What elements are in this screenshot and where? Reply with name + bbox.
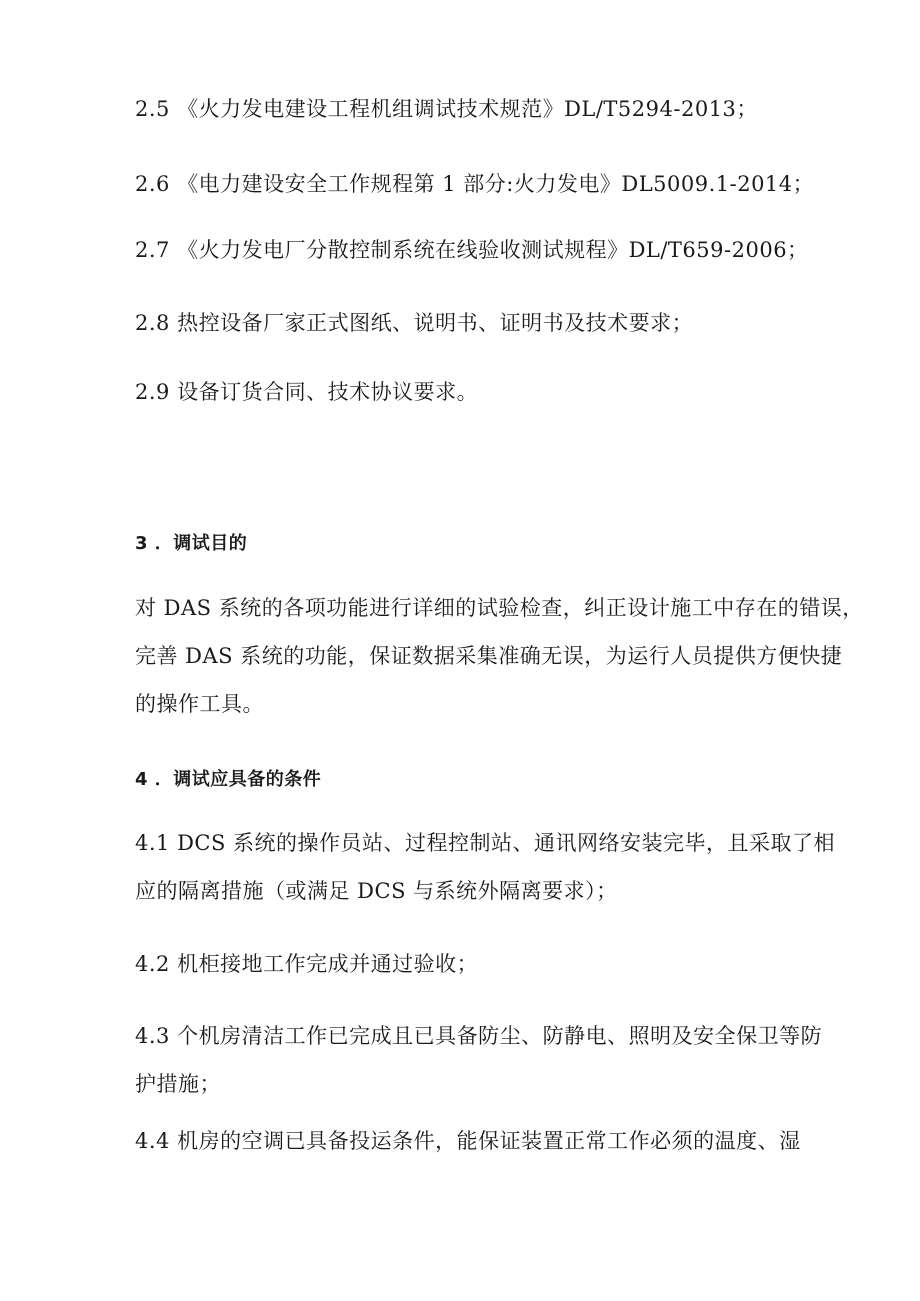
condition-4-1-line: 应的隔离措施（或满足 DCS 与系统外隔离要求）；: [135, 879, 618, 903]
condition-4-3-line: 4.3 个机房清洁工作已完成且已具备防尘、防静电、照明及安全保卫等防: [135, 1024, 823, 1048]
reference-2-5: 2.5 《火力发电建设工程机组调试技术规范》DL/T5294-2013；: [135, 97, 758, 121]
condition-4-1-line: 4.1 DCS 系统的操作员站、过程控制站、通讯网络安装完毕，且采取了相: [135, 831, 836, 855]
reference-2-6: 2.6 《电力建设安全工作规程第 1 部分:火力发电》DL5009.1-2014；: [135, 172, 815, 196]
condition-4-2-line: 4.2 机柜接地工作完成并通过验收；: [135, 952, 479, 976]
condition-4-4-line: 4.4 机房的空调已具备投运条件，能保证装置正常工作必须的温度、湿: [135, 1129, 801, 1153]
condition-4-3-line: 护措施；: [135, 1072, 221, 1096]
section-3-heading: 3 ．调试目的: [135, 533, 248, 554]
reference-2-7: 2.7 《火力发电厂分散控制系统在线验收测试规程》DL/T659-2006；: [135, 238, 809, 262]
section-4-heading: 4 ．调试应具备的条件: [135, 769, 322, 790]
section-3-body-line: 完善 DAS 系统的功能，保证数据采集准确无误，为运行人员提供方便快捷: [135, 644, 843, 668]
reference-2-9: 2.9 设备订货合同、技术协议要求。: [135, 380, 479, 404]
section-3-body-line: 的操作工具。: [135, 692, 264, 716]
reference-2-8: 2.8 热控设备厂家正式图纸、说明书、证明书及技术要求；: [135, 311, 694, 335]
section-3-body-line: 对 DAS 系统的各项功能进行详细的试验检查，纠正设计施工中存在的错误，: [135, 596, 864, 620]
